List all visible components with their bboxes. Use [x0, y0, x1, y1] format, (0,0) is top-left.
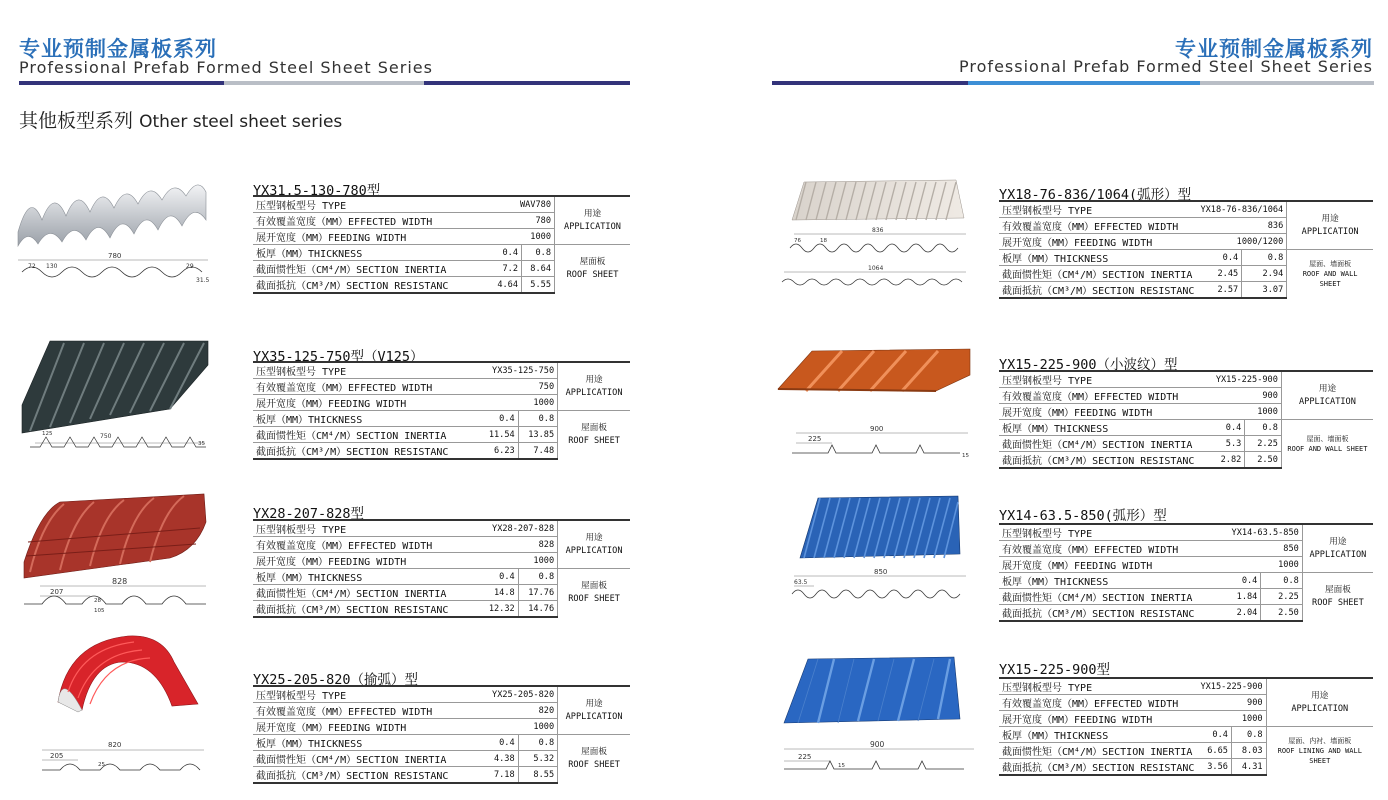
dim-a-4: 205	[50, 752, 64, 760]
application-en: APPLICATION	[565, 545, 623, 556]
header-right-rule	[772, 81, 1374, 85]
value-inertia-min: 7.2	[489, 261, 521, 277]
value-inertia-min: 5.3	[1209, 436, 1245, 452]
label-type: 压型钢板型号 TYPE	[253, 686, 479, 703]
dim-b-3: 28	[94, 598, 101, 604]
header-left-cn: 专业预制金属板系列	[19, 37, 217, 61]
value-inertia-min: 4.38	[479, 751, 518, 767]
application-cn: 用途	[1321, 213, 1339, 224]
value-thickness-min: 0.4	[479, 411, 518, 427]
dim-a-7: 63.5	[794, 579, 808, 586]
label-effected: 有效覆盖宽度（MM）EFFECTED WIDTH	[253, 379, 479, 395]
value-resist-max: 7.48	[518, 443, 557, 460]
value-inertia-max: 8.64	[522, 261, 555, 277]
application-cn: 用途	[1329, 536, 1347, 547]
value-inertia-max: 2.94	[1242, 266, 1287, 282]
use-cn: 屋面板	[581, 423, 607, 433]
spec-table-6	[999, 370, 1373, 469]
section-title-en: Other steel sheet series	[139, 112, 343, 132]
value-thickness-max: 0.8	[1261, 573, 1302, 589]
label-type: 压型钢板型号 TYPE	[999, 678, 1197, 695]
label-thickness: 板厚（MM）THICKNESS	[999, 573, 1220, 589]
use-cn: 屋面、墙面板	[1309, 260, 1352, 268]
value-resist-min: 2.04	[1220, 605, 1261, 622]
dim-width-6: 900	[870, 425, 884, 433]
label-feeding: 展开宽度（MM）FEEDING WIDTH	[253, 229, 489, 245]
value-inertia-min: 14.8	[479, 585, 518, 601]
value-feeding: 1000	[1209, 404, 1282, 420]
value-feeding: 1000/1200	[1197, 234, 1286, 250]
label-inertia: 截面惯性矩（CM⁴/M）SECTION INERTIA	[999, 436, 1209, 452]
label-feeding: 展开宽度（MM）FEEDING WIDTH	[253, 395, 479, 411]
value-effected: 900	[1197, 695, 1266, 711]
label-inertia: 截面惯性矩（CM⁴/M）SECTION INERTIA	[253, 261, 489, 277]
label-effected: 有效覆盖宽度（MM）EFFECTED WIDTH	[253, 703, 479, 719]
label-effected: 有效覆盖宽度（MM）EFFECTED WIDTH	[999, 695, 1197, 711]
application-en: APPLICATION	[1301, 226, 1359, 237]
value-type: YX15-225-900	[1197, 678, 1266, 695]
dim-a-8: 225	[798, 753, 812, 761]
model-title-4: YX25-205-820（揄弧）型	[253, 672, 419, 688]
label-feeding: 展开宽度（MM）FEEDING WIDTH	[999, 404, 1209, 420]
dim-b-2: 35	[198, 441, 205, 447]
label-effected: 有效覆盖宽度（MM）EFFECTED WIDTH	[253, 537, 479, 553]
use-en: ROOF SHEET	[568, 594, 620, 604]
value-resist-max: 3.07	[1242, 282, 1287, 299]
label-type: 压型钢板型号 TYPE	[253, 362, 479, 379]
application-en: APPLICATION	[1291, 703, 1349, 714]
sheet-image-2	[20, 335, 210, 455]
label-thickness: 板厚（MM）THICKNESS	[999, 727, 1197, 743]
label-effected: 有效覆盖宽度（MM）EFFECTED WIDTH	[999, 388, 1209, 404]
header-right-en: Professional Prefab Formed Steel Sheet Series	[959, 57, 1373, 76]
label-thickness: 板厚（MM）THICKNESS	[253, 735, 479, 751]
dim-width-7: 850	[874, 568, 888, 576]
value-resist-min: 3.56	[1197, 759, 1231, 776]
sheet-image-8	[778, 655, 974, 777]
use-en: ROOF SHEET	[568, 436, 620, 446]
spec-table-2	[253, 361, 630, 460]
header-right-cn: 专业预制金属板系列	[1175, 37, 1373, 61]
spec-table-4	[253, 685, 630, 784]
use-en: ROOF SHEET	[568, 760, 620, 770]
value-resist-max: 14.76	[518, 601, 557, 618]
use-en: ROOF LINING AND WALL SHEET	[1277, 747, 1362, 765]
application-cn: 用途	[585, 698, 603, 709]
application-cn: 用途	[1318, 383, 1337, 394]
value-effected: 900	[1209, 388, 1282, 404]
value-inertia-min: 6.65	[1197, 743, 1231, 759]
value-effected: 750	[479, 379, 557, 395]
dim-a-1: 72	[28, 263, 36, 270]
sheet-image-5	[780, 178, 970, 298]
value-resist-min: 2.57	[1197, 282, 1241, 299]
value-effected: 828	[479, 537, 557, 553]
label-feeding: 展开宽度（MM）FEEDING WIDTH	[999, 557, 1220, 573]
value-resist-min: 7.18	[479, 767, 518, 784]
value-feeding: 1000	[489, 229, 554, 245]
value-inertia-min: 11.54	[479, 427, 518, 443]
model-title-3: YX28-207-828型	[253, 506, 365, 522]
value-feeding: 1000	[479, 395, 557, 411]
value-inertia-max: 8.03	[1231, 743, 1266, 759]
model-title-1: YX31.5-130-780型	[253, 183, 381, 199]
value-type: WAV780	[489, 196, 554, 213]
dim-b-8: 15	[838, 763, 845, 769]
section-title-cn: 其他板型系列	[19, 110, 134, 132]
use-cn: 屋面、内衬、墙面板	[1288, 737, 1352, 745]
value-resist-min: 12.32	[479, 601, 518, 618]
model-title-2: YX35-125-750型（V125）	[253, 349, 424, 365]
value-effected: 836	[1197, 218, 1286, 234]
label-feeding: 展开宽度（MM）FEEDING WIDTH	[999, 711, 1197, 727]
value-inertia-max: 13.85	[518, 427, 557, 443]
spec-table-1	[253, 195, 630, 294]
value-thickness-max: 0.8	[1242, 250, 1287, 266]
value-type: YX14-63.5-850	[1220, 524, 1302, 541]
dim-width-5: 836	[872, 227, 884, 234]
use-en: ROOF AND WALL SHEET	[1287, 445, 1368, 453]
label-resist: 截面抵抗（CM³/M）SECTION RESISTANC	[253, 277, 489, 294]
use-cn: 屋面、墙面板	[1306, 435, 1349, 443]
value-thickness-min: 0.4	[1197, 727, 1231, 743]
application-en: APPLICATION	[564, 221, 621, 232]
value-feeding: 1000	[1197, 711, 1266, 727]
sheet-image-7	[790, 494, 968, 606]
value-resist-min: 2.82	[1209, 452, 1245, 469]
spec-table-3	[253, 519, 630, 618]
application-en: APPLICATION	[1309, 549, 1367, 560]
value-thickness-max: 0.8	[1245, 420, 1282, 436]
model-title-7: YX14-63.5-850(弧形）型	[999, 508, 1167, 524]
value-thickness-max: 0.8	[522, 245, 555, 261]
value-thickness-min: 0.4	[479, 569, 518, 585]
label-thickness: 板厚（MM）THICKNESS	[999, 250, 1197, 266]
dim-b-1: 130	[46, 263, 58, 270]
dim-b-4: 25	[98, 762, 105, 768]
dim-a-5: 76	[794, 238, 801, 244]
label-resist: 截面抵抗（CM³/M）SECTION RESISTANC	[999, 452, 1209, 469]
label-thickness: 板厚（MM）THICKNESS	[253, 245, 489, 261]
value-inertia-max: 2.25	[1261, 589, 1302, 605]
label-resist: 截面抵抗（CM³/M）SECTION RESISTANC	[253, 601, 479, 618]
label-feeding: 展开宽度（MM）FEEDING WIDTH	[253, 553, 479, 569]
sheet-image-6	[776, 345, 972, 465]
sheet-image-1	[18, 180, 208, 300]
label-type: 压型钢板型号 TYPE	[999, 201, 1197, 218]
label-effected: 有效覆盖宽度（MM）EFFECTED WIDTH	[253, 213, 489, 229]
value-effected: 820	[479, 703, 557, 719]
spec-table-7	[999, 523, 1373, 622]
dim-width-8: 900	[870, 740, 885, 749]
dim-width2-5: 1064	[868, 265, 884, 272]
dim-width-4: 820	[108, 741, 122, 749]
application-cn: 用途	[585, 532, 603, 543]
value-thickness-min: 0.4	[1197, 250, 1241, 266]
label-inertia: 截面惯性矩（CM⁴/M）SECTION INERTIA	[999, 589, 1220, 605]
value-resist-min: 6.23	[479, 443, 518, 460]
dim-a-6: 225	[808, 435, 822, 443]
value-resist-max: 8.55	[518, 767, 557, 784]
label-effected: 有效覆盖宽度（MM）EFFECTED WIDTH	[999, 541, 1220, 557]
header-left-en: Professional Prefab Formed Steel Sheet Series	[19, 58, 433, 77]
label-inertia: 截面惯性矩（CM⁴/M）SECTION INERTIA	[253, 427, 479, 443]
value-type: YX25-205-820	[479, 686, 557, 703]
label-feeding: 展开宽度（MM）FEEDING WIDTH	[999, 234, 1197, 250]
label-type: 压型钢板型号 TYPE	[253, 196, 489, 213]
spec-table-5	[999, 200, 1373, 299]
label-resist: 截面抵抗（CM³/M）SECTION RESISTANC	[999, 759, 1197, 776]
value-effected: 780	[489, 213, 554, 229]
use-cn: 屋面板	[581, 747, 607, 757]
model-title-5: YX18-76-836/1064(弧形）型	[999, 187, 1192, 203]
label-inertia: 截面惯性矩（CM⁴/M）SECTION INERTIA	[999, 743, 1197, 759]
application-en: APPLICATION	[565, 711, 623, 722]
use-en: ROOF AND WALL SHEET	[1302, 270, 1358, 288]
value-feeding: 1000	[479, 719, 557, 735]
label-feeding: 展开宽度（MM）FEEDING WIDTH	[253, 719, 479, 735]
application-cn: 用途	[585, 374, 603, 385]
dim-b-6: 15	[962, 453, 969, 459]
application-en: APPLICATION	[1298, 396, 1356, 407]
label-thickness: 板厚（MM）THICKNESS	[999, 420, 1209, 436]
dim-width-2: 750	[100, 433, 112, 440]
value-feeding: 1000	[479, 553, 557, 569]
value-type: YX35-125-750	[479, 362, 557, 379]
value-resist-min: 4.64	[489, 277, 521, 294]
dim-b-5: 18	[820, 238, 827, 244]
value-resist-max: 5.55	[522, 277, 555, 294]
label-inertia: 截面惯性矩（CM⁴/M）SECTION INERTIA	[253, 585, 479, 601]
value-thickness-max: 0.8	[518, 569, 557, 585]
application-cn: 用途	[583, 208, 602, 219]
use-cn: 屋面板	[581, 581, 607, 591]
dim-width-3: 828	[112, 577, 128, 586]
value-thickness-min: 0.4	[1220, 573, 1261, 589]
header-left-rule	[19, 81, 630, 85]
label-inertia: 截面惯性矩（CM⁴/M）SECTION INERTIA	[253, 751, 479, 767]
spec-table-8	[999, 677, 1373, 776]
label-inertia: 截面惯性矩（CM⁴/M）SECTION INERTIA	[999, 266, 1197, 282]
application-cn: 用途	[1311, 690, 1329, 701]
value-inertia-min: 1.84	[1220, 589, 1261, 605]
sheet-image-3	[20, 492, 210, 617]
label-resist: 截面抵抗（CM³/M）SECTION RESISTANC	[999, 282, 1197, 299]
label-thickness: 板厚（MM）THICKNESS	[253, 411, 479, 427]
label-resist: 截面抵抗（CM³/M）SECTION RESISTANC	[253, 443, 479, 460]
use-en: ROOF SHEET	[1312, 598, 1364, 608]
dim-c-3: 105	[94, 608, 105, 614]
value-thickness-max: 0.8	[518, 411, 557, 427]
model-title-8: YX15-225-900型	[999, 662, 1111, 678]
value-thickness-max: 0.8	[518, 735, 557, 751]
label-resist: 截面抵抗（CM³/M）SECTION RESISTANC	[253, 767, 479, 784]
use-cn: 屋面板	[579, 257, 606, 267]
value-resist-max: 4.31	[1231, 759, 1266, 776]
label-type: 压型钢板型号 TYPE	[999, 524, 1220, 541]
use-en: ROOF SHEET	[566, 270, 619, 280]
value-effected: 850	[1220, 541, 1302, 557]
section-title	[19, 106, 342, 133]
use-cn: 屋面板	[1325, 585, 1351, 595]
value-thickness-max: 0.8	[1231, 727, 1266, 743]
value-inertia-min: 2.45	[1197, 266, 1241, 282]
label-type: 压型钢板型号 TYPE	[999, 371, 1209, 388]
label-type: 压型钢板型号 TYPE	[253, 520, 479, 537]
dim-a-3: 207	[50, 588, 64, 596]
value-thickness-min: 0.4	[489, 245, 521, 261]
value-type: YX18-76-836/1064	[1197, 201, 1286, 218]
value-resist-max: 2.50	[1245, 452, 1282, 469]
dim-c-1: 29	[186, 263, 194, 270]
application-en: APPLICATION	[565, 387, 623, 398]
model-title-6: YX15-225-900（小波纹）型	[999, 357, 1178, 373]
value-feeding: 1000	[1220, 557, 1302, 573]
value-inertia-max: 2.25	[1245, 436, 1282, 452]
label-effected: 有效覆盖宽度（MM）EFFECTED WIDTH	[999, 218, 1197, 234]
value-resist-max: 2.50	[1261, 605, 1302, 622]
value-inertia-max: 17.76	[518, 585, 557, 601]
dim-d-1: 31.5	[196, 277, 210, 284]
dim-width-1: 780	[108, 252, 122, 260]
label-resist: 截面抵抗（CM³/M）SECTION RESISTANC	[999, 605, 1220, 622]
value-inertia-max: 5.32	[518, 751, 557, 767]
value-type: YX28-207-828	[479, 520, 557, 537]
value-thickness-min: 0.4	[479, 735, 518, 751]
label-thickness: 板厚（MM）THICKNESS	[253, 569, 479, 585]
dim-a-2: 125	[42, 431, 53, 437]
sheet-image-4	[38, 632, 208, 782]
value-type: YX15-225-900	[1209, 371, 1282, 388]
value-thickness-min: 0.4	[1209, 420, 1245, 436]
